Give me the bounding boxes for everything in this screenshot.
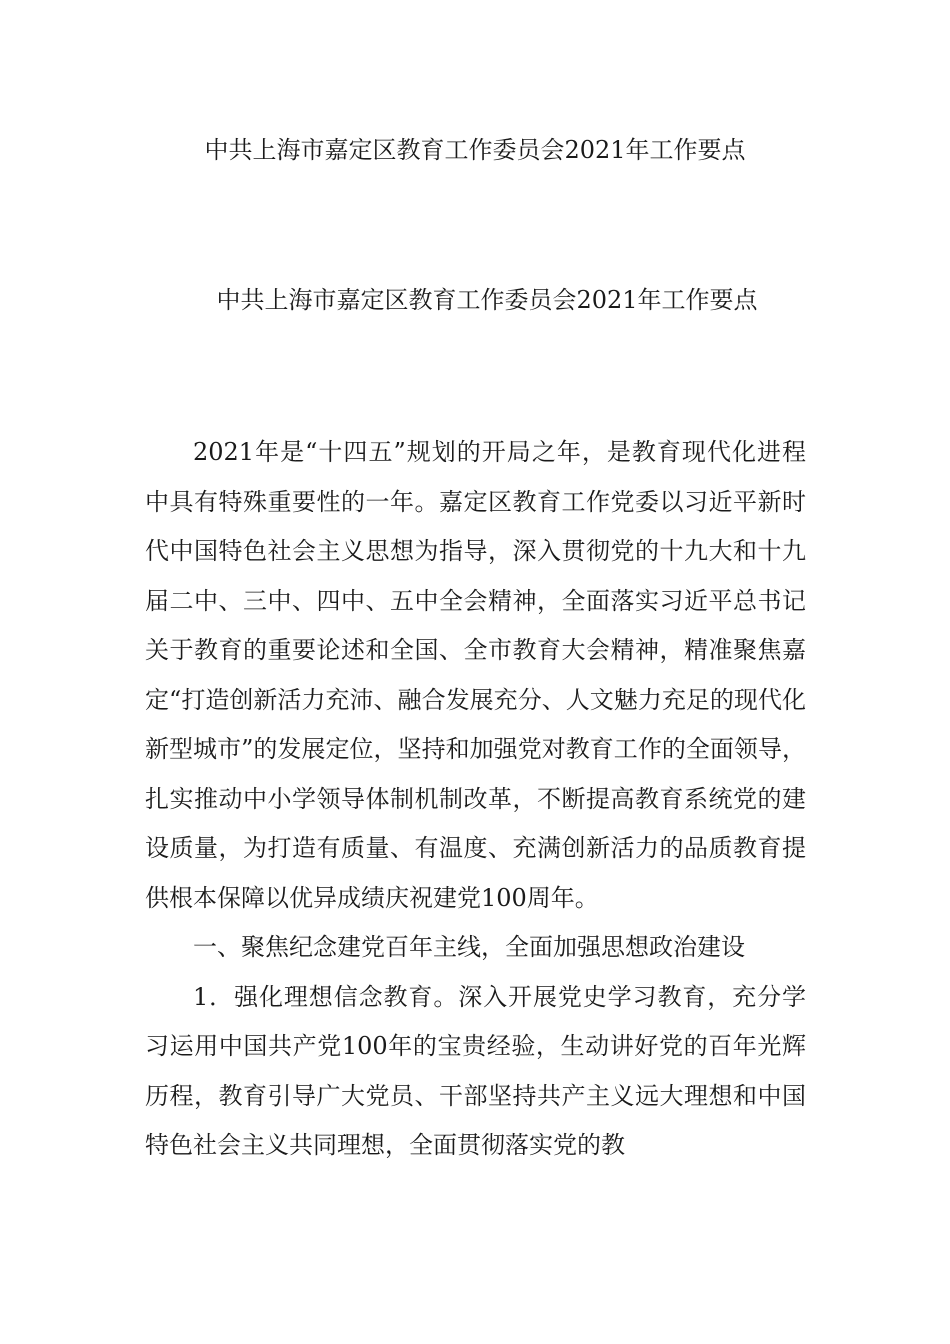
main-title: 中共上海市嘉定区教育工作委员会2021年工作要点	[216, 286, 758, 314]
intro-paragraph: 2021年是“十四五”规划的开局之年，是教育现代化进程中具有特殊重要性的一年。嘉定区教育工作党委以习近平新时代中国特色社会主义思想为指导，深入贯彻党的十九大和十九届二中、三中、四中、五中全会精神，全面落实习近平总书记关于教育的重要论述和全国、全市教育大会精神，精准聚焦嘉定“打造创新活力充沛、融合发展充分、人文魅力充足的现代化新型城市”的发展定位，坚持和加强党对教育工作的全面领导，扎实推动中小学领导体制机制改革，不断提高教育系统党的建设质量，为打造有质量、有温度、充满创新活力的品质教育提供根本保障以优异成绩庆祝建党100周年。	[145, 438, 806, 912]
item-paragraph: 1．强化理想信念教育。深入开展党史学习教育，充分学习运用中国共产党100年的宝贵经验，生动讲好党的百年光辉历程，教育引导广大党员、干部坚持共产主义远大理想和中国特色社会主义共同理想，全面贯彻落实党的教	[145, 982, 806, 1159]
section-heading: 一、聚焦纪念建党百年主线，全面加强思想政治建设	[193, 933, 745, 961]
header-title: 中共上海市嘉定区教育工作委员会2021年工作要点	[204, 136, 746, 164]
document-body	[145, 428, 806, 1171]
